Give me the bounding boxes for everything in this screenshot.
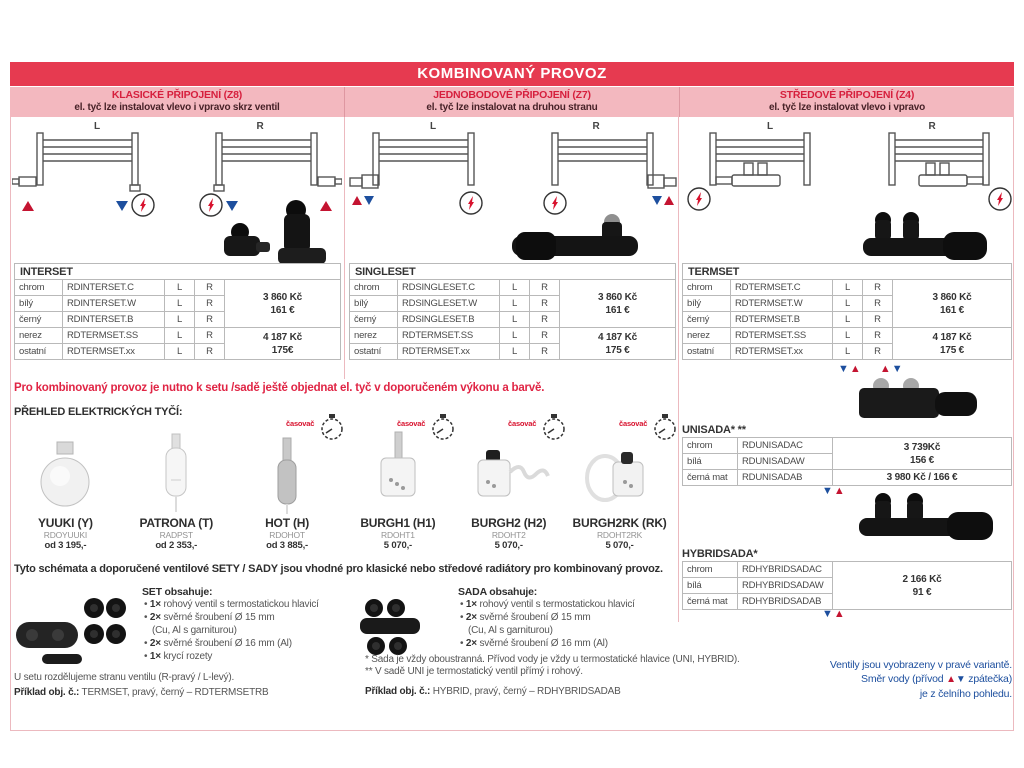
header-subtitle: el. tyč lze instalovat na druhou stranu: [426, 102, 598, 113]
sada-contents-title: SADA obsahuje:: [458, 586, 538, 598]
table-row: černý RDINTERSET.B L R: [15, 312, 341, 328]
set-side-note: U setu rozdělujeme stranu ventilu (R-pravý / L-levý).: [14, 672, 235, 683]
table-row: chrom RDUNISADAC 3 739Kč 156 €: [683, 438, 1012, 454]
page-title: KOMBINOVANÝ PROVOZ: [10, 62, 1014, 86]
rod-code: RDOHT1: [381, 530, 415, 540]
note-line: je z čelního pohledu.: [919, 688, 1012, 700]
rod-name: HOT (H): [265, 516, 310, 530]
rod-code: RADPST: [159, 530, 193, 540]
table-row: chrom RDSINGLESET.C L R 3 860 Kč 161 €: [350, 280, 676, 296]
diagram-label-l: L: [767, 121, 773, 132]
rod-name: BURGH2RK (RK): [572, 516, 667, 530]
flow-direction-arrows: [822, 608, 846, 620]
column-divider: [344, 117, 345, 379]
price-cell: 4 187 Kč 175€: [225, 328, 341, 360]
rod-burgh2rk: [564, 420, 675, 552]
note-line: Ventily jsou vyobrazeny v pravé variantě.: [829, 659, 1012, 671]
table-row: bílý RDTERMSET.W L R: [683, 296, 1012, 312]
table-row: ostatní RDTERMSET.xx L R: [683, 344, 1012, 360]
table-title: SINGLESET: [349, 263, 676, 279]
price-cell: 2 166 Kč 91 €: [833, 562, 1012, 610]
sada-contents: [458, 586, 688, 650]
singleset-table: [349, 263, 676, 360]
table-row: bílá RDHYBRIDSADAW: [683, 578, 1012, 594]
table-row: chrom RDINTERSET.C L R 3 860 Kč 161 €: [15, 280, 341, 296]
header-title: KLASICKÉ PŘIPOJENÍ (Z8): [111, 89, 243, 101]
sada-product-image: [352, 594, 447, 660]
timer-icon: [286, 412, 348, 451]
sada-note-1: * Sada je vždy oboustranná. Přívod vody je vždy u termostatické hlavice (UNI, HYBRID).: [365, 654, 740, 665]
timer-icon: [619, 412, 681, 451]
rod-price: od 3 885,-: [266, 540, 308, 551]
rod-price: 5 070,-: [494, 540, 523, 551]
table-title: TERMSET: [682, 263, 1012, 279]
rod-code: RDOHT2RK: [596, 530, 643, 540]
table-row: černá mat RDUNISADAB 3 980 Kč / 166 €: [683, 470, 1012, 486]
flow-up-icon: [22, 201, 34, 211]
list-item: • 1× krycí rozety: [142, 650, 362, 663]
rod-name: YUUKI (Y): [37, 516, 93, 530]
header-jednobodove: [345, 87, 680, 117]
flow-up-icon: ▲: [833, 608, 846, 620]
interset-table: [14, 263, 341, 360]
electric-rods-list: [10, 420, 675, 552]
flow-down-icon: [116, 201, 128, 211]
flow-up-icon: [352, 196, 362, 205]
list-item: (Cu, Al s garniturou): [468, 625, 553, 636]
note-line: Směr vody (přívod ▲▼ zpátečka): [861, 673, 1012, 685]
unisada-title: UNISADA* **: [682, 424, 746, 436]
table-title: INTERSET: [14, 263, 341, 279]
flow-up-icon: ▲: [879, 363, 892, 375]
rod-price: od 2 353,-: [155, 540, 198, 551]
set-footnote: [14, 670, 268, 700]
header-subtitle: el. tyč lze instalovat vlevo i vpravo: [768, 102, 925, 113]
timer-icon: [508, 412, 570, 451]
timer-icon: [397, 412, 459, 451]
rod-patrona: [121, 420, 232, 552]
table-row: nerez RDTERMSET.SS L R 4 187 Kč 175€: [15, 328, 341, 344]
svg-text:časovač: časovač: [508, 419, 537, 428]
rod-burgh2: [453, 420, 564, 552]
rod-hot: [232, 420, 343, 552]
flow-up-icon: ▲: [849, 363, 862, 375]
rod-name: BURGH1 (H1): [360, 516, 436, 530]
table-row: černý RDSINGLESET.B L R: [350, 312, 676, 328]
column-divider: [678, 117, 679, 622]
list-item: • 2× svěrné šroubení Ø 15 mm: [458, 611, 688, 624]
header-klasicke: [10, 87, 345, 117]
set-example: Příklad obj. č.: TERMSET, pravý, černý – RDTERMSETRB: [14, 687, 269, 698]
termset-product-image: [855, 210, 995, 268]
header-title: JEDNOBODOVÉ PŘIPOJENÍ (Z7): [433, 89, 591, 101]
sada-note-2: ** V sadě UNI je termostatický ventil přímý i rohový.: [365, 666, 583, 677]
list-item: • 1× rohový ventil s termostatickou hlavicí: [458, 598, 688, 611]
svg-text:časovač: časovač: [286, 419, 315, 428]
price-cell: 4 187 Kč 175 €: [893, 328, 1012, 360]
flow-down-icon: ▼: [955, 674, 966, 685]
list-item: • 2× svěrné šroubení Ø 16 mm (Al): [458, 637, 688, 650]
set-contents: [142, 586, 362, 663]
svg-text:časovač: časovač: [618, 419, 648, 428]
price-cell: 3 860 Kč 161 €: [560, 280, 676, 328]
singleset-product-image: [500, 212, 650, 268]
table-row: chrom RDHYBRIDSADAC 2 166 Kč 91 €: [683, 562, 1012, 578]
sada-example: Příklad obj. č.: HYBRID, pravý, černý – RDHYBRIDSADAB: [365, 686, 621, 697]
rod-name: PATRONA (T): [139, 516, 214, 530]
table-row: ostatní RDTERMSET.xx L R: [15, 344, 341, 360]
flow-direction-arrows: [822, 485, 846, 497]
lightning-icon: [696, 192, 1003, 206]
flow-up-icon: [664, 196, 674, 205]
set-contents-title: SET obsahuje:: [142, 586, 213, 598]
table-row: bílá RDUNISADAW: [683, 454, 1012, 470]
rod-price: 5 070,-: [605, 540, 634, 551]
hybridsada-product-image: [845, 492, 1005, 547]
flow-down-icon: ▼: [822, 485, 834, 497]
flow-down-icon: ▼: [822, 608, 834, 620]
list-item: • 2× svěrné šroubení Ø 15 mm: [142, 611, 362, 624]
table-row: bílý RDINTERSET.W L R: [15, 296, 341, 312]
rod-code: RDOHT2: [491, 530, 526, 540]
rod-yuuki: [10, 420, 121, 552]
rods-heading: PŘEHLED ELEKTRICKÝCH TYČÍ:: [14, 406, 183, 418]
diagram-label-l: L: [430, 121, 436, 132]
header-title: STŘEDOVÉ PŘIPOJENÍ (Z4): [779, 89, 915, 101]
rod-name: BURGH2 (H2): [471, 516, 547, 530]
svg-text:časovač: časovač: [397, 419, 426, 428]
sets-note: Tyto schémata a doporučené ventilové SETY / SADY jsou vhodné pro klasické nebo středové radiátory pro kombinovaný provoz.: [14, 563, 663, 575]
table-row: bílý RDSINGLESET.W L R: [350, 296, 676, 312]
price-cell: 3 739Kč 156 €: [833, 438, 1012, 470]
table-row: černý RDTERMSET.B L R: [683, 312, 1012, 328]
rod-price: od 3 195,-: [44, 540, 87, 551]
list-item: (Cu, Al s garniturou): [152, 625, 237, 636]
diagram-label-r: R: [592, 121, 600, 132]
table-row: nerez RDTERMSET.SS L R 4 187 Kč 175 €: [683, 328, 1012, 344]
list-item: • 2× svěrné šroubení Ø 16 mm (Al): [142, 637, 362, 650]
diagram-label-r: R: [256, 121, 264, 132]
list-item: • 1× rohový ventil s termostatickou hlavicí: [142, 598, 362, 611]
hybridsada-title: HYBRIDSADA*: [682, 548, 758, 560]
unisada-product-image: [835, 374, 990, 426]
flow-down-icon: [652, 196, 662, 205]
table-row: chrom RDTERMSET.C L R 3 860 Kč 161 €: [683, 280, 1012, 296]
header-subtitle: el. tyč lze instalovat vlevo i vpravo skrz ventil: [74, 102, 280, 113]
flow-down-icon: ▼: [891, 363, 904, 375]
diagram-stredove: [682, 119, 1017, 219]
price-cell: 3 980 Kč / 166 €: [833, 470, 1012, 486]
price-cell: 3 860 Kč 161 €: [893, 280, 1012, 328]
diagram-label-l: L: [94, 121, 100, 132]
flow-up-icon: ▲: [946, 674, 956, 685]
table-row: ostatní RDTERMSET.xx L R: [350, 344, 676, 360]
price-cell: 4 187 Kč 175 €: [560, 328, 676, 360]
price-cell: 3 860 Kč 161 €: [225, 280, 341, 328]
sada-footnote: [365, 654, 740, 699]
valve-orientation-note: [780, 658, 1012, 701]
hybridsada-table: [682, 561, 1012, 610]
diagram-label-r: R: [928, 121, 936, 132]
rod-image: [10, 420, 121, 516]
rod-price: 5 070,-: [383, 540, 412, 551]
header-stredove: [680, 87, 1014, 117]
rod-image: [121, 420, 232, 516]
column-headers: [10, 87, 1014, 117]
rod-code: RDOHOT: [269, 530, 305, 540]
termset-table: [682, 263, 1012, 360]
order-note: Pro kombinovaný provoz je nutno k setu /sadě ještě objednat el. tyč v doporučeném výkonu a barvě.: [14, 382, 545, 394]
flow-up-icon: ▲: [833, 485, 846, 497]
diagram-jednobodove: [348, 119, 678, 219]
table-row: černá mat RDHYBRIDSADAB: [683, 594, 1012, 610]
interset-product-image: [210, 198, 340, 270]
flow-down-icon: [364, 196, 374, 205]
table-row: nerez RDTERMSET.SS L R 4 187 Kč 175 €: [350, 328, 676, 344]
unisada-table: [682, 437, 1012, 486]
lightning-icon: [140, 198, 214, 212]
rod-burgh1: [342, 420, 453, 552]
rod-code: RDOYUUKI: [43, 530, 88, 540]
set-product-image: [12, 592, 132, 670]
flow-down-icon: ▼: [838, 363, 850, 375]
